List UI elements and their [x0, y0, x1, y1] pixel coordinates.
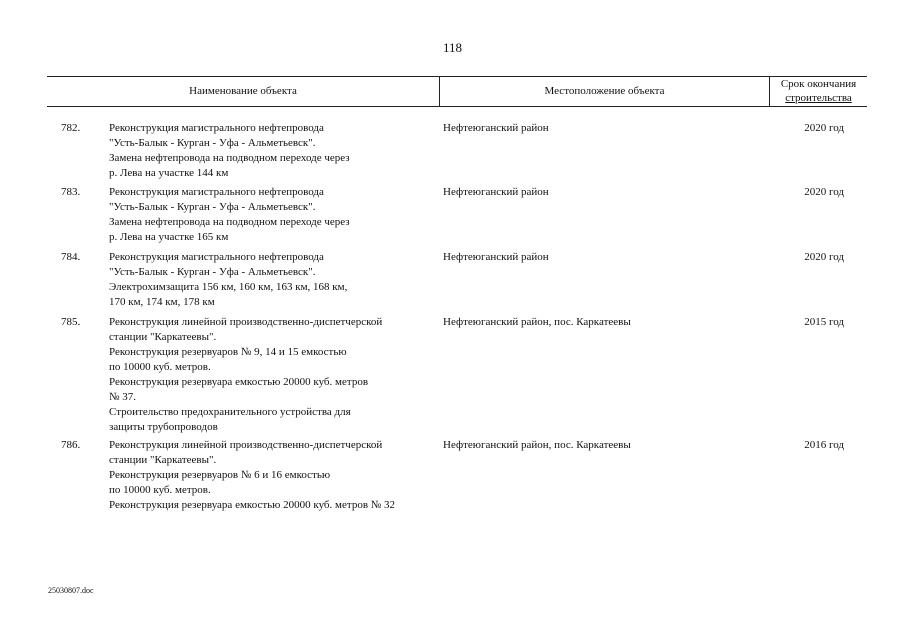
row-number: 782. [61, 122, 81, 134]
object-name-line: р. Лева на участке 165 км [109, 231, 229, 243]
row-number: 785. [61, 316, 81, 328]
object-name-line: станции "Каркатеевы". [109, 454, 217, 466]
object-name-line: Реконструкция резервуара емкостью 20000 куб. метров [109, 376, 369, 388]
object-location: Нефтеюганский район, пос. Каркатеевы [443, 439, 631, 451]
object-location: Нефтеюганский район, пос. Каркатеевы [443, 316, 631, 328]
object-name [109, 315, 439, 435]
object-name-line: Строительство предохранительного устройства для [109, 406, 351, 418]
column-header-term-line2: строительства [785, 92, 852, 104]
object-name-line: Замена нефтепровода на подводном переходе через [109, 216, 350, 228]
completion-term: 2020 год [804, 251, 844, 263]
object-name-line: 170 км, 174 км, 178 км [109, 296, 215, 308]
object-name-line: р. Лева на участке 144 км [109, 167, 229, 179]
object-name-line: Реконструкция линейной производственно-диспетчерской [109, 439, 383, 451]
column-header-location: Местоположение объекта [544, 85, 665, 97]
column-header-term [770, 77, 867, 105]
row-number: 783. [61, 186, 81, 198]
table-top-rule [47, 76, 867, 77]
object-location: Нефтеюганский район [443, 122, 549, 134]
object-name-line: Реконструкция резервуаров № 9, 14 и 15 емкостью [109, 346, 347, 358]
object-name-line: Реконструкция резервуаров № 6 и 16 емкостью [109, 469, 331, 481]
completion-term: 2016 год [804, 439, 844, 451]
table-header-bottom-rule [47, 106, 867, 107]
completion-term: 2015 год [804, 316, 844, 328]
object-name-line: по 10000 куб. метров. [109, 484, 211, 496]
object-name [109, 438, 439, 513]
object-name-line: "Усть-Балык - Курган - Уфа - Альметьевск". [109, 266, 316, 278]
completion-term: 2020 год [804, 122, 844, 134]
object-name-line: Реконструкция линейной производственно-диспетчерской [109, 316, 383, 328]
column-header-term-line1: Срок окончания [780, 78, 857, 90]
object-name-line: Электрохимзащита 156 км, 160 км, 163 км, 168 км, [109, 281, 348, 293]
object-location: Нефтеюганский район [443, 186, 549, 198]
object-name-line: Замена нефтепровода на подводном переходе через [109, 152, 350, 164]
object-name-line: Реконструкция резервуара емкостью 20000 куб. метров № 32 [109, 499, 396, 511]
object-name-line: № 37. [109, 391, 136, 403]
row-number: 786. [61, 439, 81, 451]
object-name-line: станции "Каркатеевы". [109, 331, 217, 343]
object-name [109, 185, 439, 245]
page-number: 118 [442, 40, 463, 55]
object-name-line: "Усть-Балык - Курган - Уфа - Альметьевск". [109, 137, 316, 149]
row-number: 784. [61, 251, 81, 263]
object-name-line: по 10000 куб. метров. [109, 361, 211, 373]
object-name-line: "Усть-Балык - Курган - Уфа - Альметьевск". [109, 201, 316, 213]
object-name-line: защиты трубопроводов [109, 421, 218, 433]
object-name [109, 250, 439, 310]
object-name-line: Реконструкция магистрального нефтепровода [109, 251, 324, 263]
object-name-line: Реконструкция магистрального нефтепровода [109, 186, 324, 198]
object-name [109, 121, 439, 181]
object-name-line: Реконструкция магистрального нефтепровода [109, 122, 324, 134]
column-header-name: Наименование объекта [189, 85, 297, 97]
completion-term: 2020 год [804, 186, 844, 198]
object-location: Нефтеюганский район [443, 251, 549, 263]
document-filename: 25030807.doc [48, 586, 94, 595]
